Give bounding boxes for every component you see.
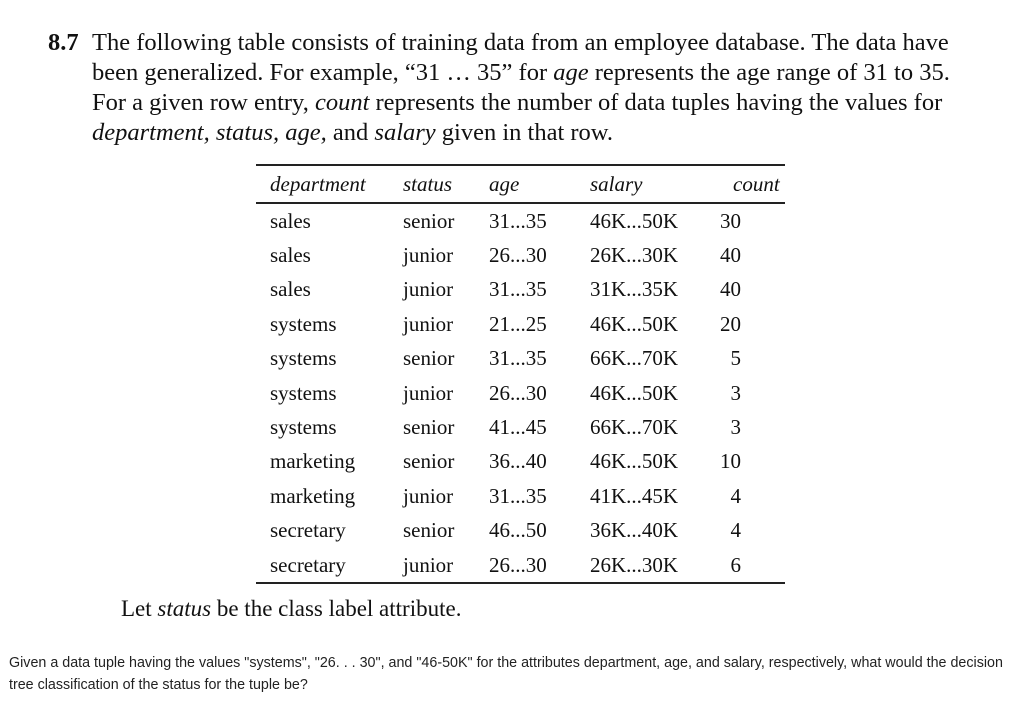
cell-count: 40: [720, 277, 741, 302]
cell-department: marketing: [270, 449, 356, 474]
cell-department: systems: [270, 380, 337, 405]
cell-department: secretary: [256, 548, 403, 583]
cell-age: 31...35: [489, 277, 547, 302]
cell-age: 26...30: [489, 243, 547, 268]
cell-status: senior: [403, 346, 455, 371]
cell-count: 6: [719, 548, 785, 583]
problem-line-2: been generalized. For example, “31 … 35” for age represents the age range of 31 to 35.: [92, 59, 950, 86]
cell-department: systems: [270, 311, 337, 336]
cell-salary: 31K...35K: [590, 277, 679, 302]
cell-age: 46...50: [489, 518, 547, 543]
cell-status: senior: [403, 449, 455, 474]
cell-count: 5: [730, 346, 741, 371]
table-row: [256, 203, 785, 238]
problem-line-3: For a given row entry, count represents the number of data tuples having the values for: [92, 89, 943, 116]
cell-department: sales: [270, 277, 311, 302]
cell-status: senior: [403, 208, 455, 233]
cell-salary: 46K...50K: [590, 449, 679, 474]
cell-department: sales: [270, 208, 311, 233]
table-row: [256, 376, 785, 410]
question-text: Given a data tuple having the values "systems", "26. . . 30", and "46-50K" for the attributes department, age, and salary, respectively, what would the decision tree classification of the status for the tuple be?: [9, 655, 1003, 693]
table-body: [256, 203, 785, 583]
training-data-table: [256, 164, 785, 584]
cell-status: junior: [403, 548, 489, 583]
cell-department: systems: [270, 346, 337, 371]
table-header-row: [256, 165, 785, 203]
table-row: [256, 514, 785, 548]
cell-status: junior: [403, 277, 454, 302]
class-label-note: Let status be the class label attribute.: [121, 596, 462, 621]
table-row: [256, 273, 785, 307]
cell-salary: 46K...50K: [590, 380, 679, 405]
problem-line-4: department, status, age, and salary given in that row.: [92, 119, 614, 146]
header-count: count: [733, 171, 780, 196]
cell-count: 3: [730, 380, 741, 405]
cell-salary: 66K...70K: [590, 415, 679, 440]
cell-status: junior: [403, 380, 454, 405]
cell-department: marketing: [270, 483, 356, 508]
cell-count: 30: [720, 208, 741, 233]
cell-age: 31...35: [489, 346, 547, 371]
cell-age: 21...25: [489, 311, 547, 336]
table-row: [256, 342, 785, 376]
cell-status: junior: [403, 311, 454, 336]
cell-status: senior: [403, 415, 455, 440]
cell-salary: 46K...50K: [590, 208, 679, 233]
cell-age: 36...40: [489, 449, 547, 474]
header-salary: salary: [590, 171, 643, 196]
problem-statement: [48, 28, 978, 148]
cell-department: systems: [270, 415, 337, 440]
cell-count: 3: [730, 415, 741, 440]
cell-age: 31...35: [489, 483, 547, 508]
cell-age: 31...35: [489, 208, 547, 233]
cell-count: 10: [720, 449, 741, 474]
table-row: [256, 548, 785, 583]
table-row: [256, 410, 785, 444]
cell-department: secretary: [270, 518, 346, 543]
cell-salary: 26K...30K: [590, 548, 719, 583]
cell-age: 41...45: [489, 415, 547, 440]
header-status: status: [403, 171, 453, 196]
cell-salary: 46K...50K: [590, 311, 679, 336]
header-age: age: [489, 171, 520, 196]
problem-number: 8.7: [48, 29, 79, 56]
table-row: [256, 307, 785, 341]
cell-salary: 66K...70K: [590, 346, 679, 371]
header-department: department: [270, 171, 366, 196]
cell-age: 26...30: [489, 380, 547, 405]
cell-count: 4: [730, 483, 741, 508]
cell-status: senior: [403, 518, 455, 543]
cell-age: 26...30: [489, 548, 590, 583]
cell-status: junior: [403, 483, 454, 508]
cell-salary: 26K...30K: [590, 243, 679, 268]
cell-count: 40: [720, 243, 741, 268]
cell-salary: 36K...40K: [590, 518, 679, 543]
cell-salary: 41K...45K: [590, 483, 679, 508]
cell-department: sales: [270, 243, 311, 268]
table-row: [256, 445, 785, 479]
problem-text: [92, 28, 978, 148]
cell-count: 4: [730, 518, 741, 543]
table-row: [256, 238, 785, 272]
table-row: [256, 479, 785, 513]
cell-count: 20: [720, 311, 741, 336]
cell-status: junior: [403, 243, 454, 268]
problem-line-1: The following table consists of training data from an employee database. The data have: [92, 29, 949, 56]
